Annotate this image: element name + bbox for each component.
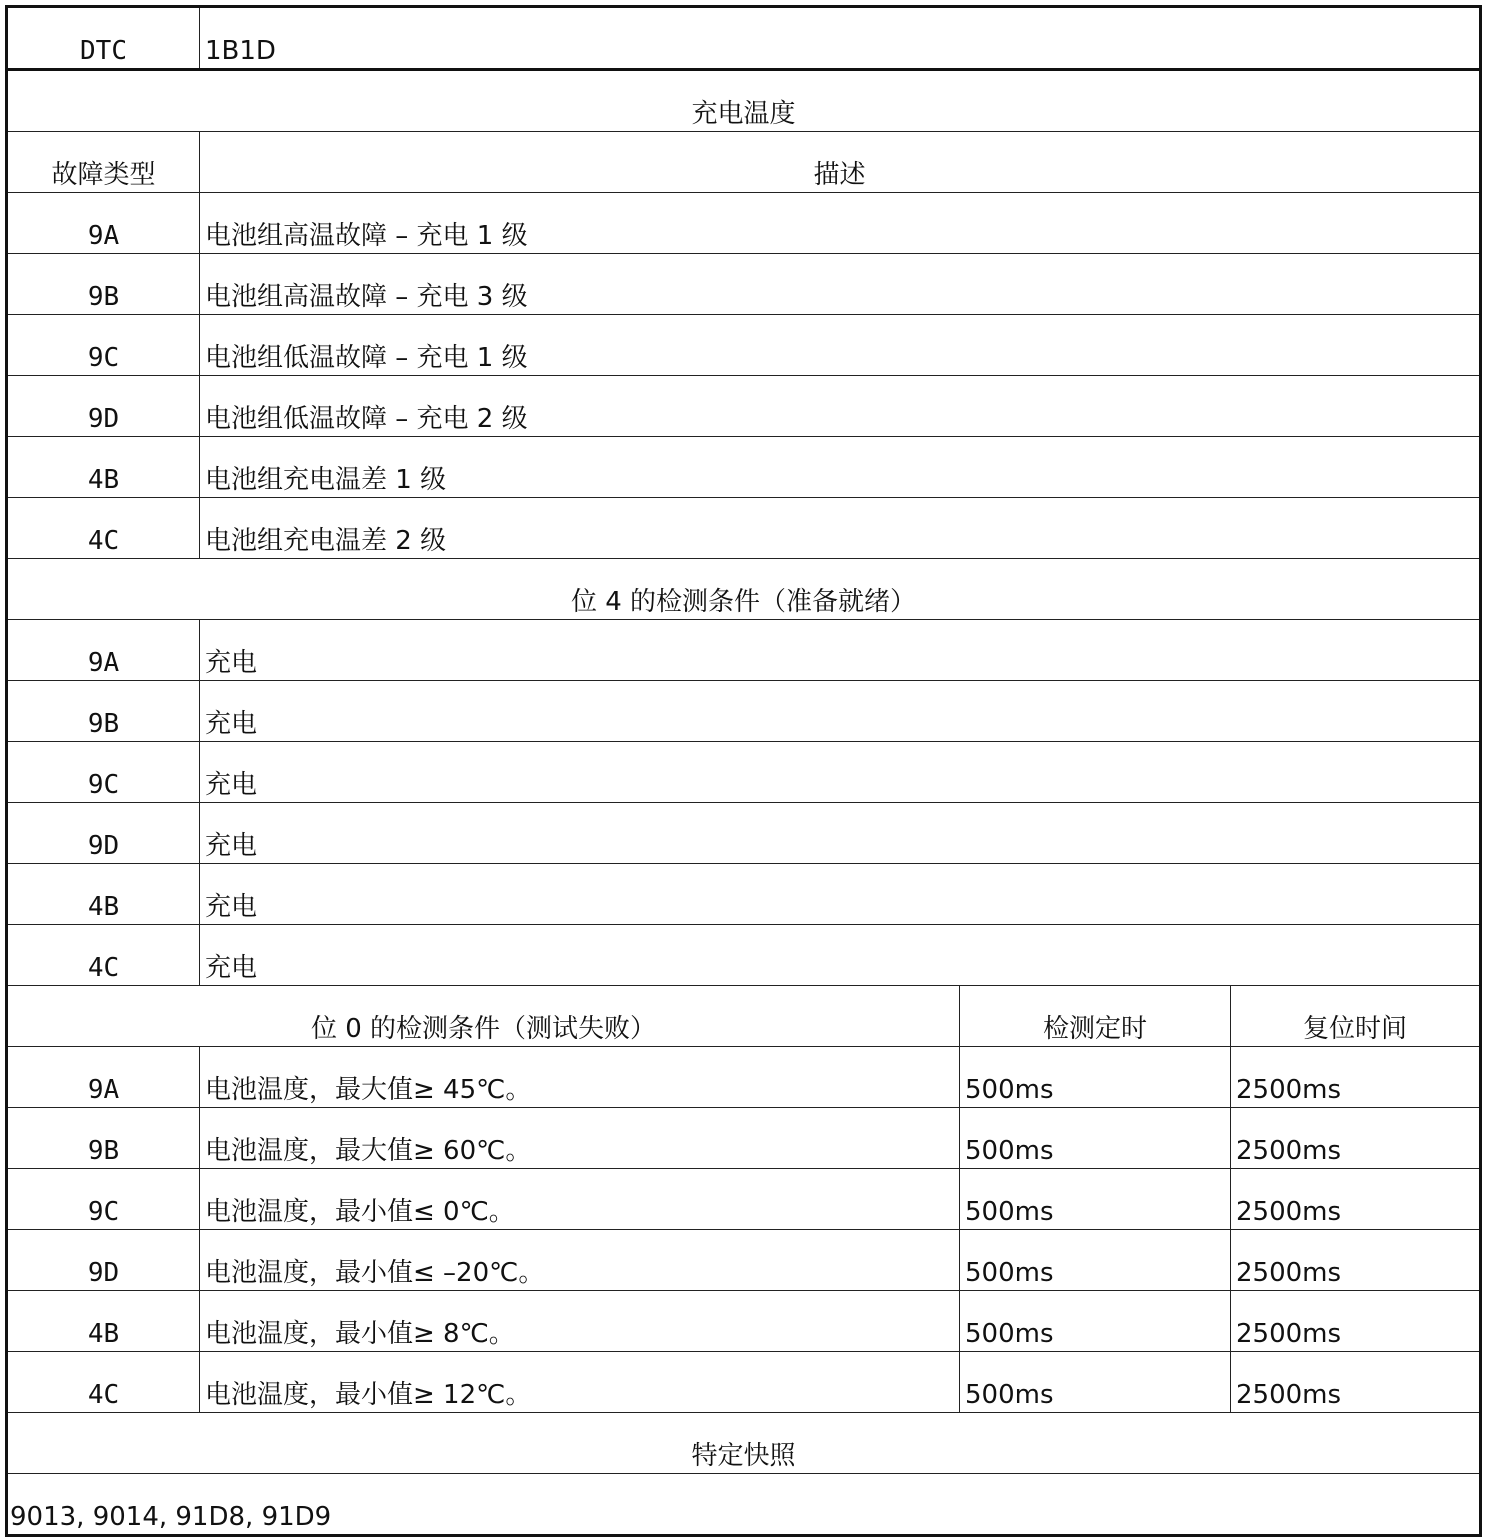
fault-code: 9D [7,1230,200,1291]
dtc-header-row [7,7,1481,70]
detect-timer: 500ms [960,1169,1231,1230]
snapshot-title-row [7,1413,1481,1474]
fault-code: 4B [7,1291,200,1352]
snapshot-value: 9013, 9014, 91D8, 91D9 [7,1474,1481,1536]
fault-code: 9B [7,254,200,315]
table-row [7,254,1481,315]
description-header: 描述 [200,132,1481,193]
table-row [7,925,1481,986]
fault-code: 9B [7,681,200,742]
fault-code: 9C [7,315,200,376]
table-row [7,1047,1481,1108]
table-row [7,1352,1481,1413]
fault-code: 9A [7,620,200,681]
fault-code: 9C [7,742,200,803]
dtc-value: 1B1D [200,7,1481,70]
fault-code: 9D [7,376,200,437]
fail-condition: 电池温度，最小值≤ –20℃。 [200,1230,960,1291]
fault-description: 电池组低温故障 – 充电 1 级 [200,315,1481,376]
dtc-label: DTC [7,7,200,70]
detect-timer: 500ms [960,1230,1231,1291]
fail-condition: 电池温度，最大值≥ 45℃。 [200,1047,960,1108]
fault-description: 电池组低温故障 – 充电 2 级 [200,376,1481,437]
reset-time: 2500ms [1231,1230,1481,1291]
ready-condition: 充电 [200,681,1481,742]
reset-time: 2500ms [1231,1352,1481,1413]
detect-timer: 500ms [960,1291,1231,1352]
ready-condition: 充电 [200,803,1481,864]
reset-time-header: 复位时间 [1231,986,1481,1047]
fault-code: 4B [7,864,200,925]
fault-code: 9A [7,1047,200,1108]
bit4-title: 位 4 的检测条件（准备就绪） [7,559,1481,620]
bit0-title: 位 0 的检测条件（测试失败） [7,986,960,1047]
fault-code: 4C [7,498,200,559]
table-row [7,1291,1481,1352]
fault-header-row [7,132,1481,193]
table-row [7,1169,1481,1230]
section-title: 充电温度 [7,70,1481,132]
ready-condition: 充电 [200,742,1481,803]
reset-time: 2500ms [1231,1291,1481,1352]
table-row [7,864,1481,925]
table-row [7,315,1481,376]
snapshot-title: 特定快照 [7,1413,1481,1474]
detect-timer: 500ms [960,1108,1231,1169]
table-row [7,193,1481,254]
reset-time: 2500ms [1231,1108,1481,1169]
detect-timer: 500ms [960,1352,1231,1413]
bit0-header-row [7,986,1481,1047]
table-row [7,620,1481,681]
detect-timer: 500ms [960,1047,1231,1108]
table-row [7,1230,1481,1291]
fault-code: 9A [7,193,200,254]
fault-code: 4C [7,1352,200,1413]
fail-condition: 电池温度，最小值≥ 12℃。 [200,1352,960,1413]
fault-code: 9C [7,1169,200,1230]
fail-condition: 电池温度，最小值≤ 0℃。 [200,1169,960,1230]
fail-condition: 电池温度，最大值≥ 60℃。 [200,1108,960,1169]
table-row [7,803,1481,864]
fault-description: 电池组高温故障 – 充电 3 级 [200,254,1481,315]
fault-description: 电池组充电温差 2 级 [200,498,1481,559]
fault-code: 4C [7,925,200,986]
table-row [7,1108,1481,1169]
fault-description: 电池组高温故障 – 充电 1 级 [200,193,1481,254]
fault-type-header: 故障类型 [7,132,200,193]
fail-condition: 电池温度，最小值≥ 8℃。 [200,1291,960,1352]
section-title-row [7,70,1481,132]
fault-code: 9D [7,803,200,864]
table-row [7,437,1481,498]
table-row [7,742,1481,803]
ready-condition: 充电 [200,925,1481,986]
ready-condition: 充电 [200,864,1481,925]
table-row [7,498,1481,559]
fault-description: 电池组充电温差 1 级 [200,437,1481,498]
table-row [7,376,1481,437]
reset-time: 2500ms [1231,1169,1481,1230]
table-row [7,681,1481,742]
ready-condition: 充电 [200,620,1481,681]
fault-code: 4B [7,437,200,498]
reset-time: 2500ms [1231,1047,1481,1108]
snapshot-value-row [7,1474,1481,1536]
bit4-title-row [7,559,1481,620]
fault-code: 9B [7,1108,200,1169]
detect-timer-header: 检测定时 [960,986,1231,1047]
dtc-table [5,5,1482,1537]
